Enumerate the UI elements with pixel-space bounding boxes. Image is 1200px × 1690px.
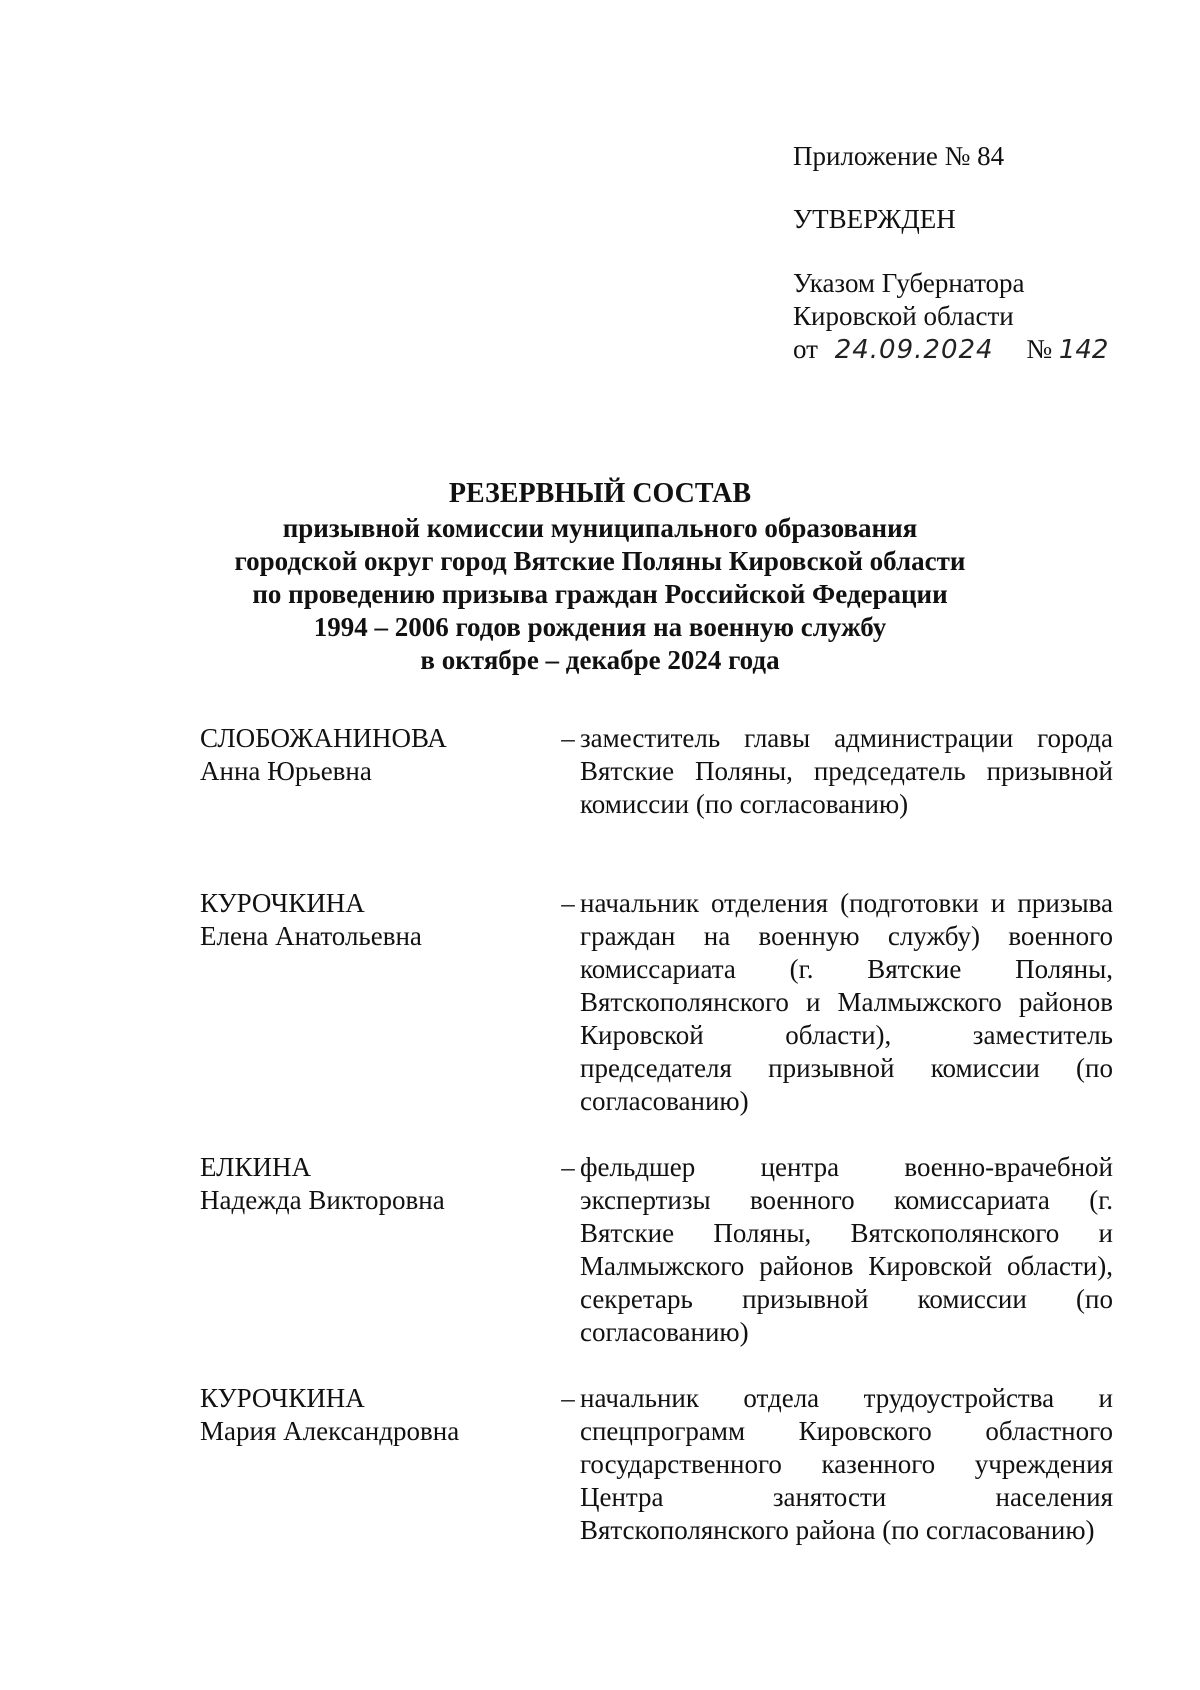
handwritten-number: 142	[1058, 335, 1109, 365]
member-dash: –	[561, 1152, 575, 1182]
appendix-number: Приложение № 84	[793, 141, 1005, 171]
member-given-names: Елена Анатольевна	[200, 921, 422, 951]
decree-line-1: Указом Губернатора	[793, 268, 1025, 298]
member-dash: –	[561, 888, 575, 918]
member-given-names: Анна Юрьевна	[200, 756, 372, 786]
title-line: городской округ город Вятские Поляны Кировской области	[234, 546, 966, 576]
decree-line-2: Кировской области	[793, 301, 1014, 331]
member-entry	[200, 887, 1115, 1116]
approval-block	[793, 140, 1108, 367]
member-role: начальник отделения (подготовки и призыва граждан на военную службу) военного комиссариата (г. Вятские Поляны, Вятскополянского и Малмыжского районов Кировской области), заместитель председателя призывной комиссии (по согласованию)	[580, 888, 1113, 1116]
member-name	[200, 1151, 550, 1316]
member-name	[200, 722, 550, 821]
member-surname: ЕЛКИНА	[200, 1152, 311, 1182]
decree-date-number	[793, 333, 1108, 367]
member-role: заместитель главы администрации города Вятские Поляны, председатель призывной комиссии (по согласованию)	[580, 723, 1113, 819]
title-line: 1994 – 2006 годов рождения на военную службу	[313, 612, 887, 642]
date-prefix: от	[793, 334, 818, 364]
member-role: фельдшер центра военно-врачебной экспертизы военного комиссариата (г. Вятские Поляны, Вятскополянского и Малмыжского районов Кировской области), секретарь призывной комиссии (по согласованию)	[580, 1152, 1113, 1347]
member-role: начальник отдела трудоустройства и спецпрограмм Кировского областного государственного казенного учреждения Центра занятости населения Вятскополянского района (по согласованию)	[580, 1383, 1113, 1545]
member-entry	[200, 1151, 1115, 1347]
title-line: в октябре – декабре 2024 года	[420, 645, 780, 675]
title-line: призывной комиссии муниципального образования	[282, 513, 918, 543]
member-name	[200, 887, 550, 1085]
member-name	[200, 1382, 550, 1547]
title-main: РЕЗЕРВНЫЙ СОСТАВ	[448, 478, 752, 509]
member-given-names: Надежда Викторовна	[200, 1185, 445, 1215]
member-surname: КУРОЧКИНА	[200, 1383, 365, 1413]
member-surname: СЛОБОЖАНИНОВА	[200, 723, 447, 753]
member-dash: –	[561, 1383, 575, 1413]
members-list	[200, 722, 1115, 1547]
document-title	[170, 477, 1030, 677]
member-entry	[200, 722, 1115, 821]
number-prefix: №	[1026, 334, 1053, 364]
member-dash: –	[561, 723, 575, 753]
approved-label: УТВЕРЖДЕН	[793, 204, 956, 234]
handwritten-date: 24.09.2024	[834, 335, 994, 365]
member-given-names: Мария Александровна	[200, 1416, 460, 1446]
member-surname: КУРОЧКИНА	[200, 888, 365, 918]
member-entry	[200, 1382, 1115, 1547]
title-line: по проведению призыва граждан Российской Федерации	[252, 579, 948, 609]
